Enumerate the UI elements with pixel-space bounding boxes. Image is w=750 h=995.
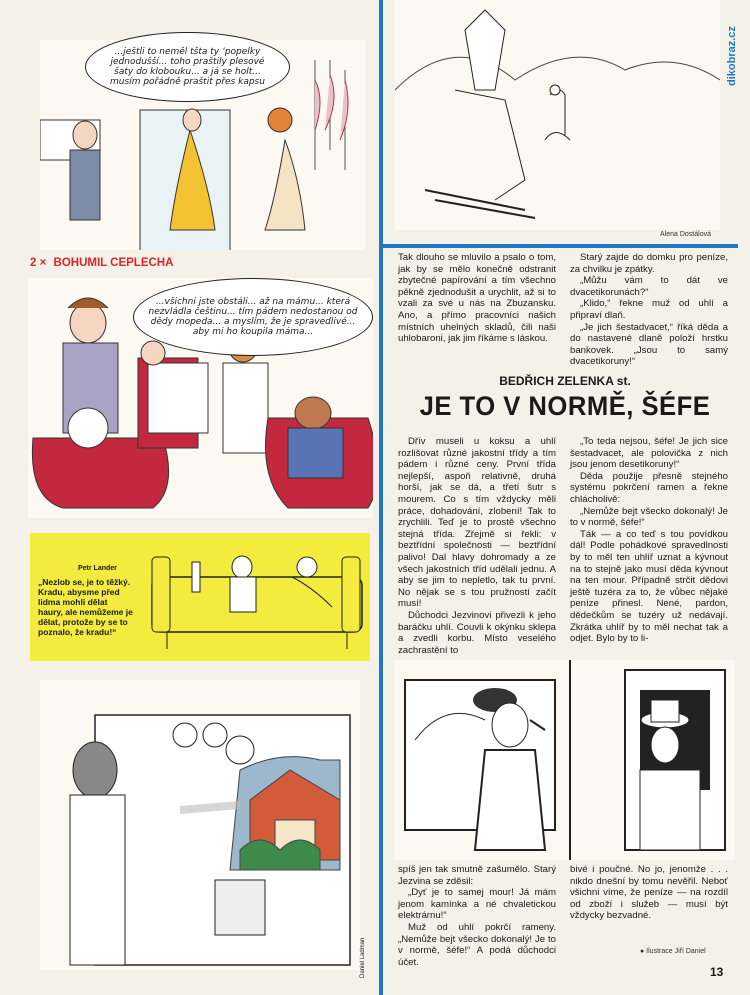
story2-title: JE TO V NORMĚ, ŠÉFE [419, 391, 711, 421]
bottom-left-credit: Daniel Ladman [360, 937, 366, 978]
story2-left-column: Dřív museli u koksu a uhlí rozlišovat různé jakostní třídy a tím pádem i různé ceny. První třída nejlepší, aspoň relativně, druhá horší, jak se dá, a třetí šutr s mourem. Co s tím vždycky měli práce, dohadování, zlobení! Tak to zrychlili. Teď je to prostě všechno stejná třída. Zřejmě si řekli: v beztřídní společnosti — beztřídní palivo! Dal hlavy dohromady a ze všech jakostních tříd udělali jednu. A aby se jim to nepletlo, tak tu první. No nějak se s tou pružností začít musí! Důchodci Jezvinovi přivezli k jeho baráčku uhlí. Couvli k okýnku sklepa a zvedli korbu. Místo veselého zachrastění to [398, 436, 556, 656]
couple-on-sofa-drawing [142, 537, 367, 657]
coal-delivery-drawing [395, 660, 735, 860]
lander-cartoon-box [30, 533, 370, 661]
story2-bottom-right: bivé i poučné. No jo, jenomže . . . nikdo dnešní by tomu nevěřil. Neboť všichni víme, že peníze — na rozdíl od zboží i služeb — musí být vždycky bezvadné. [570, 864, 728, 922]
skier-cartoon [395, 0, 720, 230]
column-divider [379, 0, 383, 995]
coal-delivery-illustration [395, 660, 735, 860]
dress-shop-cartoon [40, 40, 365, 250]
story2-author: BEDŘICH ZELENKA st. [499, 374, 631, 388]
story1-left-column [398, 252, 556, 345]
story1-text: Tak dlouho se mluvilo a psalo o tom, jak by se mělo konečně odstranit zbytečné papírování a tím všechno pěkně zjednodušit a urychlit, až si to vzali za své u nás na Zbuzansku. Ano, a přímo pracovníci našich místních uhelných skladů, čili naši uhlobaroni, jak jim říkáme s láskou. [398, 252, 556, 345]
illustration-credit: ● Ilustrace Jiří Daniel [640, 948, 706, 955]
story2-right-column: „To teda nejsou, šéfe! Je jich sice šestadvacet, ale polovička z nich jsou jenom desetikoruny!“ Děda použije přesně stejného systému pokrčení ramen a řekne chlácholivě: „Nemůže bejt všecko dokonalý! Je to v normě, šéfe!“ Ták — a co teď s tou povídkou dál! Podle pohádkové spravedlnosti by to měl ten uhlíř uznat a kývnout na to stejně jako musí děda kývnout na ten mour. Případně strčit dědovi ještě tuzéra za to, že vůbec nějaké peníze přinesl. Nené, pardon, dědečkům se tuzéry už nedávají. Zkrátka uhlíř by to měl nechat tak a odjet. Bylo by to li- [570, 436, 728, 645]
painter-drawing [40, 680, 360, 970]
side-watermark: dikobraz.cz [726, 26, 738, 86]
story2-bottom-left: spíš jen tak smutně zašumělo. Starý Jezvina se zděsil: „Dyť je to samej mour! Já mám jenom kamínka a né chvaletickou elektrárnu!“ Muž od uhlí pokrčí rameny. „Nemůže bejt všecko dokonalý! Je to v normě, šéfe!“ A podá důchodci účet. [398, 864, 556, 968]
lander-quote: „Nezlob se, je to těžký. Kradu, abysme před lidma mohli dělat haury, ale nemůžeme je dělat, protože by se to poznalo, že kradu!“ [38, 577, 133, 637]
story1-right-column: Starý zajde do domku pro peníze, za chvilku je zpátky. „Můžu vám to dát ve dvacetikorunách?“ „Klido,“ řekne muž od uhlí a připraví dlaň. „Je jich šestadvacet,“ říká děda a do nastavené dlaně položí hrstku bankovek. „Jsou to samý dvacetikoruny!“ [570, 252, 728, 368]
multiplier: 2 × [30, 257, 47, 269]
page-number: 13 [710, 965, 724, 979]
ceplecha-heading [30, 257, 173, 269]
family-cartoon [28, 278, 373, 518]
painter-cartoon [40, 680, 360, 970]
skier-drawing [395, 0, 720, 230]
top-right-credit: Alena Dostálová [660, 231, 711, 238]
author-name: BOHUMIL CEPLECHA [53, 257, 174, 269]
dress-shop-speech-bubble: ...ještli to neměl tšta ty ‘popelky jednodušší... toho praštily plesové šaty do klobouku... a já se holt... musím pořádně praštit přes kapsu [85, 32, 290, 102]
lander-author: Petr Lander [78, 565, 117, 572]
top-rule [383, 244, 738, 248]
family-speech-bubble: ...všichni jste obstáli... až na mámu... která nezvládla češtinu... tím pádem nedostanou od dědy mopeda... a myslím, že je spravedlivé... aby mi ho koupila máma... [133, 278, 373, 356]
